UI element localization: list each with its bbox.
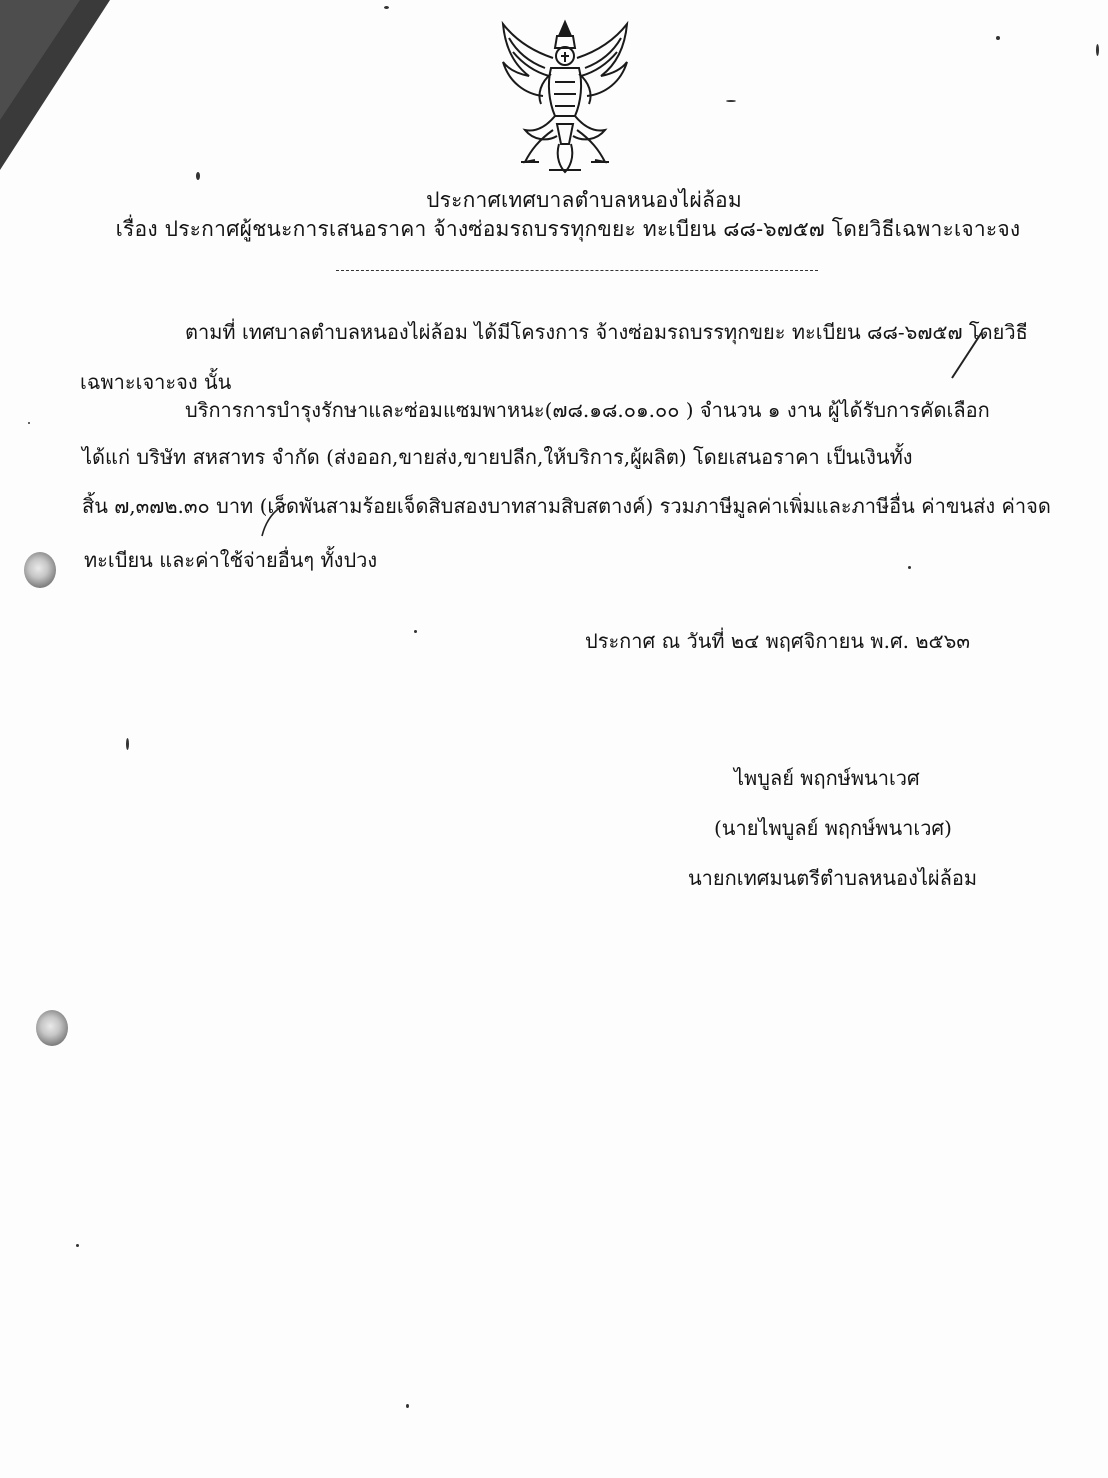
scan-speck [28,422,30,424]
scan-speck [414,630,417,633]
paragraph-2-line-4: ทะเบียน และค่าใช้จ่ายอื่นๆ ทั้งปวง [84,548,378,572]
scan-speck [996,36,1000,40]
paragraph-1-line-1: ตามที่ เทศบาลตำบลหนองไผ่ล้อม ได้มีโครงการ จ้างซ่อมรถบรรทุกขยะ ทะเบียน ๘๘-๖๗๕๗ โดยวิธี [185,320,1028,344]
scan-speck [384,6,389,9]
pen-tick-mark [950,328,986,380]
scan-speck [76,1244,79,1247]
scan-speck [908,566,911,569]
signatory-name: ไพบูลย์ พฤกษ์พนาเวศ [734,766,920,790]
scan-speck [1096,44,1099,56]
signatory-full-name: (นายไพบูลย์ พฤกษ์พนาเวศ) [714,816,952,840]
announcement-date: ประกาศ ณ วันที่ ๒๔ พฤศจิกายน พ.ศ. ๒๕๖๓ [585,629,971,653]
scan-speck [406,1404,409,1408]
signatory-position: นายกเทศมนตรีตำบลหนองไผ่ล้อม [688,866,978,890]
scan-corner-shadow-inner [0,0,80,120]
pen-tick-mark [258,498,288,538]
scan-speck [126,738,129,750]
paragraph-2-line-2: ได้แก่ บริษัท สหสาทร จำกัด (ส่งออก,ขายส่ง,ขายปลีก,ให้บริการ,ผู้ผลิต) โดยเสนอราคา เป็นเงินทั้ง [82,445,913,469]
punch-hole [36,1010,68,1046]
paragraph-1-line-2: เฉพาะเจาะจง นั้น [80,370,232,394]
dashed-divider [336,270,818,271]
paragraph-2-line-1: บริการการบำรุงรักษาและซ่อมแซมพาหนะ(๗๘.๑๘.๐๑.๐๐ ) จำนวน ๑ งาน ผู้ได้รับการคัดเลือก [185,398,990,422]
scan-speck [196,172,200,180]
agency-title: ประกาศเทศบาลตำบลหนองไผ่ล้อม [426,188,742,212]
paragraph-2-line-3: สิ้น ๗,๓๗๒.๓๐ บาท (เจ็ดพันสามร้อยเจ็ดสิบสองบาทสามสิบสตางค์) รวมภาษีมูลค่าเพิ่มและภาษีอื่น ค่าขนส่ง ค่าจด [82,494,1051,518]
punch-hole [24,552,56,588]
garuda-emblem-icon [495,12,635,180]
scan-speck [726,100,736,102]
subject-title: เรื่อง ประกาศผู้ชนะการเสนอราคา จ้างซ่อมรถบรรทุกขยะ ทะเบียน ๘๘-๖๗๕๗ โดยวิธีเฉพาะเจาะจง [115,217,1021,241]
